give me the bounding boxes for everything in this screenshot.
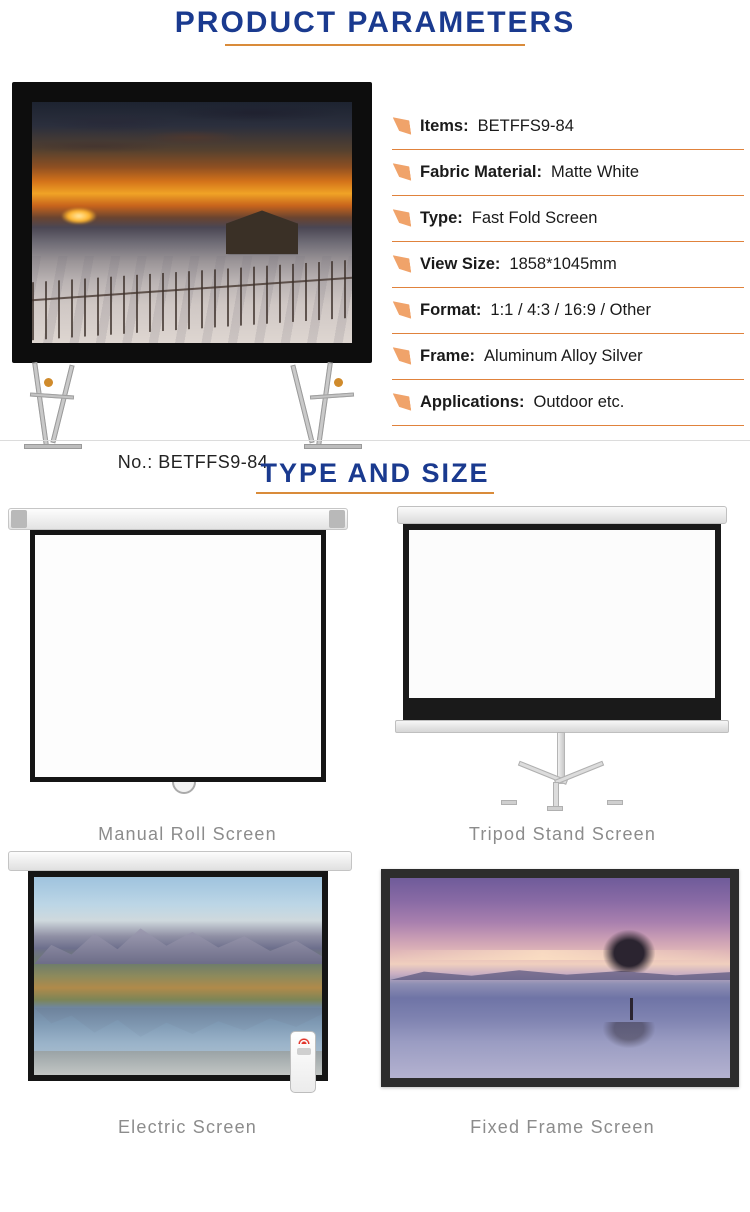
type-caption: Tripod Stand Screen <box>468 824 657 844</box>
type-and-size-title: TYPE AND SIZE <box>260 458 490 488</box>
grid-row-top <box>0 500 750 845</box>
stand-leg <box>32 362 49 446</box>
spec-value: 1858*1045mm <box>509 255 617 273</box>
tree-reflection <box>603 1022 655 1048</box>
spec-value: BETFFS9-84 <box>477 117 574 135</box>
title-underline-2 <box>256 492 494 494</box>
tree-trunk <box>630 998 633 1020</box>
motorized-housing <box>8 851 352 871</box>
electric-screen-image <box>0 845 375 1113</box>
spec-row-applications <box>392 380 744 426</box>
screen-surface <box>390 878 730 1078</box>
signal-icon <box>297 1035 311 1044</box>
housing-end-cap <box>329 510 345 528</box>
type-and-size-header <box>0 452 750 494</box>
bullet-icon <box>393 299 412 321</box>
type-caption: Electric Screen <box>117 1117 258 1137</box>
bullet-icon <box>393 161 412 183</box>
screen-border <box>30 530 326 782</box>
bullet-icon <box>393 345 412 367</box>
spec-label: Format: <box>420 301 482 319</box>
fast-fold-screen-image <box>4 52 382 472</box>
type-caption: Fixed Frame Screen <box>470 1117 655 1137</box>
screen-surface <box>35 535 321 777</box>
spec-value: Outdoor etc. <box>533 393 625 411</box>
stand-leg <box>50 365 74 444</box>
spec-row-frame <box>392 334 744 380</box>
spec-label: Applications: <box>420 393 525 411</box>
section-divider <box>0 440 750 441</box>
screen-frame <box>12 82 372 363</box>
lone-tree <box>603 930 655 972</box>
screen-border <box>403 524 721 720</box>
type-card-manual-roll-screen <box>0 500 375 845</box>
spec-value: Fast Fold Screen <box>471 209 598 227</box>
manual-roll-screen-image <box>0 500 375 820</box>
type-card-electric-screen <box>0 845 375 1138</box>
stand-leg <box>316 362 333 446</box>
spec-row-view-size <box>392 242 744 288</box>
stand-brace <box>310 392 354 399</box>
spec-label: Items: <box>420 117 469 135</box>
tripod-stand-screen-image <box>375 500 750 820</box>
bullet-icon <box>393 115 412 137</box>
type-caption: Manual Roll Screen <box>98 824 277 844</box>
remote-control <box>290 1031 316 1093</box>
type-card-fixed-frame-screen <box>375 845 750 1138</box>
product-parameters-section <box>0 46 750 472</box>
screen-types-grid <box>0 500 750 1138</box>
product-number-label: No.: BETFFS9-84 <box>117 452 269 472</box>
screen-surface <box>34 877 322 1075</box>
stand-knob <box>334 378 343 387</box>
screen-border <box>28 871 328 1081</box>
spec-label: Type: <box>420 209 463 227</box>
screen-surface <box>32 102 352 343</box>
housing-end-cap <box>11 510 27 528</box>
tripod-foot <box>501 800 517 805</box>
spec-value: Aluminum Alloy Silver <box>484 347 643 365</box>
bullet-icon <box>393 253 412 275</box>
spec-label: Frame: <box>420 347 476 365</box>
product-parameters-title: PRODUCT PARAMETERS <box>174 6 576 39</box>
top-bar <box>397 506 727 524</box>
pull-handle <box>172 782 196 794</box>
grid-row-bottom <box>0 845 750 1138</box>
spec-row-type <box>392 196 744 242</box>
roll-housing <box>8 508 348 530</box>
stand-leg <box>290 365 314 444</box>
stand-knob <box>44 378 53 387</box>
spec-value: Matte White <box>550 163 639 181</box>
spec-row-format <box>392 288 744 334</box>
stand-foot <box>304 444 362 449</box>
spec-row-items <box>392 104 744 150</box>
sun <box>62 208 96 224</box>
shoreline <box>34 1051 322 1075</box>
bullet-icon <box>393 391 412 413</box>
spec-label: Fabric Material: <box>420 163 542 181</box>
tripod-foot <box>547 806 563 811</box>
horizon-glow <box>390 950 730 960</box>
mountain-photo <box>34 877 322 1075</box>
tripod-foot <box>607 800 623 805</box>
fixed-frame-screen-image <box>375 845 750 1113</box>
screen-surface <box>409 530 715 698</box>
remote-button <box>297 1048 311 1055</box>
stand-foot <box>24 444 82 449</box>
specifications-list <box>392 104 744 426</box>
clouds <box>32 102 352 213</box>
screen-border <box>381 869 739 1087</box>
spec-row-fabric-material <box>392 150 744 196</box>
spec-value: 1:1 / 4:3 / 16:9 / Other <box>490 301 651 319</box>
type-card-tripod-stand-screen <box>375 500 750 845</box>
spec-label: View Size: <box>420 255 501 273</box>
bullet-icon <box>393 207 412 229</box>
